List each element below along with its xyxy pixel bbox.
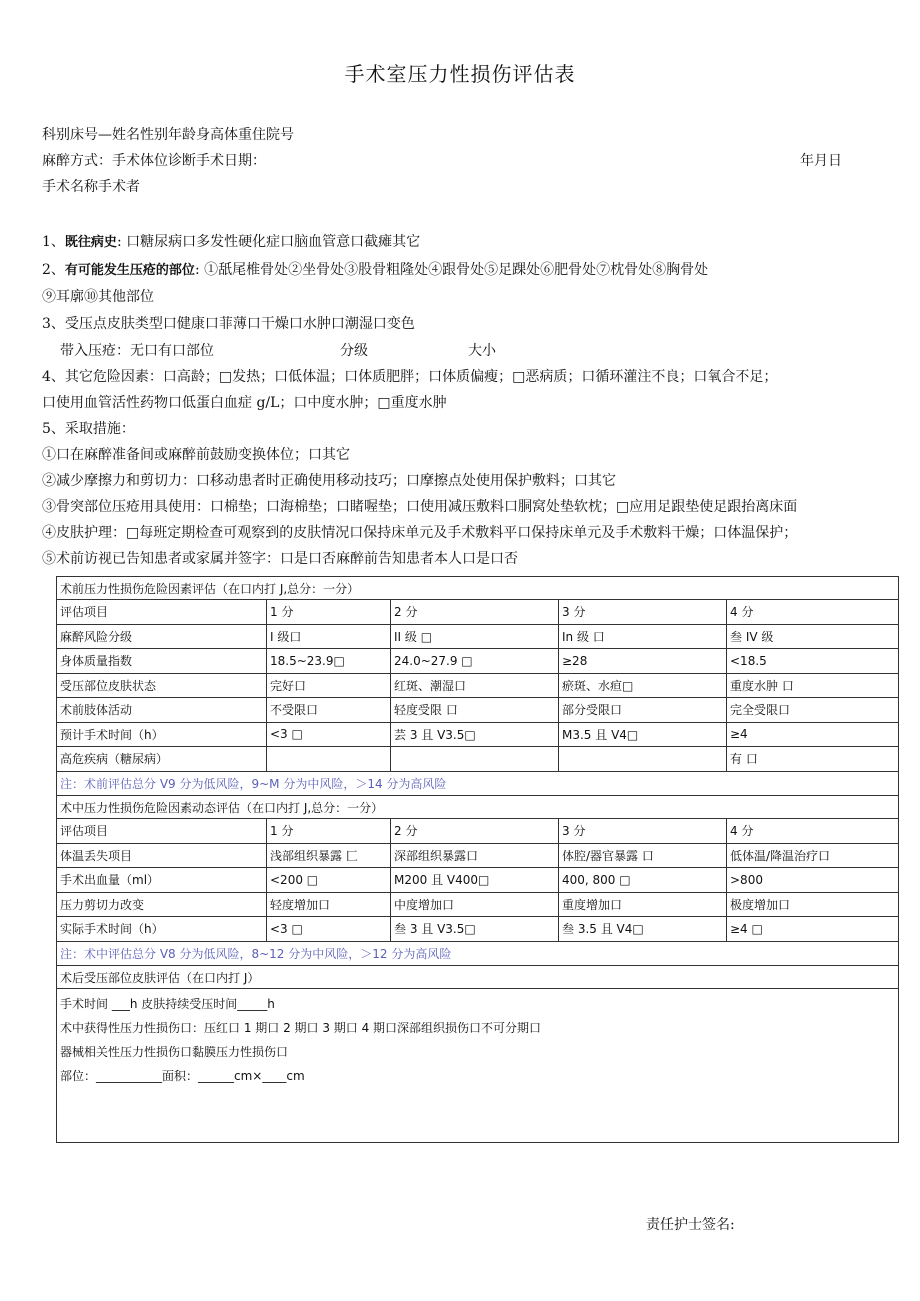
- page-title: 手术室压力性损伤评估表: [344, 62, 576, 86]
- table-cell: 麻醉风险分级: [57, 624, 267, 649]
- nurse-signature-label: 责任护士签名:: [646, 1217, 735, 1233]
- table-cell[interactable]: 瘀斑、水疸□: [559, 673, 727, 698]
- table-cell: 受压部位皮肤状态: [57, 673, 267, 698]
- table-cell[interactable]: 不受限口: [267, 698, 391, 723]
- table-row: [57, 917, 899, 942]
- column-header: 2 分: [391, 600, 559, 625]
- post-op-section: [57, 989, 899, 1143]
- item-other-risks: 4、其它危险因素：口高龄；□发热；口低体温；口体质肥胖；口体质偏瘦；□恶病质；口循环灌注不良；口氧合不足；: [42, 369, 778, 385]
- table-cell[interactable]: 重度增加口: [559, 892, 727, 917]
- table-cell[interactable]: II 级 □: [391, 624, 559, 649]
- table-cell[interactable]: 18.5~23.9□: [267, 649, 391, 674]
- table-cell[interactable]: 红斑、潮湿口: [391, 673, 559, 698]
- measure-1: ①口在麻醉准备间或麻醉前鼓励变换体位；口其它: [42, 447, 350, 463]
- table-row: [57, 649, 899, 674]
- table-cell[interactable]: I 级口: [267, 624, 391, 649]
- table-cell[interactable]: ≥28: [559, 649, 727, 674]
- table-cell: 压力剪切力改变: [57, 892, 267, 917]
- surgery-duration-line[interactable]: 手术时间 ___h 皮肤持续受压时间_____h: [60, 997, 275, 1011]
- table-cell[interactable]: 部分受限口: [559, 698, 727, 723]
- table-cell[interactable]: 浅部组织暴露 匚: [267, 843, 391, 868]
- table-cell[interactable]: ≥4: [727, 722, 899, 747]
- item-grade: 分级: [340, 343, 368, 359]
- table-cell: 实际手术时间（h）: [57, 917, 267, 942]
- table-cell[interactable]: [559, 747, 727, 772]
- measure-2: ②减少摩擦力和剪切力：口移动患者时正确使用移动技巧；口摩擦点处使用保护敷料；口其它: [42, 473, 616, 489]
- item-measures: 5、采取措施：: [42, 421, 135, 437]
- table-row: [57, 843, 899, 868]
- table-cell: 身体质量指数: [57, 649, 267, 674]
- measure-3: ③骨突部位压疮用具使用：口棉垫；口海棉垫；口睹喔垫；口使用减压敷料口胴窝处垫软枕；□应用足跟垫使足跟抬离床面: [42, 499, 798, 515]
- acquired-injury-line[interactable]: 术中获得性压力性损伤口：压红口 1 期口 2 期口 3 期口 4 期口深部组织损伤口不可分期口: [60, 1021, 542, 1035]
- column-header: 3 分: [559, 819, 727, 844]
- table-cell[interactable]: 24.0~27.9 □: [391, 649, 559, 674]
- table-row: [57, 624, 899, 649]
- post-op-header: 术后受压部位皮肤评估（在口内打 J）: [57, 966, 899, 989]
- table-cell[interactable]: 芸 3 且 V3.5□: [391, 722, 559, 747]
- column-header: 3 分: [559, 600, 727, 625]
- table-cell[interactable]: <200 □: [267, 868, 391, 893]
- table-cell[interactable]: M200 且 V400□: [391, 868, 559, 893]
- measure-4: ④皮肤护理：□每班定期检查可观察到的皮肤情况口保持床单元及手术敷料平口保持床单元及手术敷料干燥；口体温保护；: [42, 525, 798, 541]
- table-row: [57, 600, 899, 625]
- table-cell[interactable]: [391, 747, 559, 772]
- item-history: 1、既往病史: 口糖尿病口多发性硬化症口脑血管意口截瘫其它: [42, 234, 421, 250]
- table-cell[interactable]: 完好口: [267, 673, 391, 698]
- table-cell[interactable]: 低体温/降温治疗口: [727, 843, 899, 868]
- column-header: 2 分: [391, 819, 559, 844]
- table-cell[interactable]: >800: [727, 868, 899, 893]
- column-header: 评估项目: [57, 819, 267, 844]
- patient-info-line: 科别床号—姓名性别年龄身高体重住院号: [42, 127, 294, 143]
- item-existing-ulcer: 带入压疮：无口有口部位: [60, 343, 214, 359]
- table-row: [57, 747, 899, 772]
- table-cell[interactable]: <18.5: [727, 649, 899, 674]
- item-risk-sites-cont: ⑨耳廓⑩其他部位: [42, 289, 154, 305]
- table-cell[interactable]: 400, 800 □: [559, 868, 727, 893]
- site-area-line[interactable]: 部位：___________面积：______cm×____cm: [60, 1069, 305, 1083]
- measure-5: ⑤术前访视已告知患者或家属并签字：口是口否麻醉前告知患者本人口是口否: [42, 551, 518, 567]
- intra-op-header: 术中压力性损伤危险因素动态评估（在口内打 J,总分：一分）: [57, 796, 899, 819]
- table-cell[interactable]: M3.5 且 V4□: [559, 722, 727, 747]
- table-cell: 高危疾病（糖尿病）: [57, 747, 267, 772]
- table-cell[interactable]: 轻度增加口: [267, 892, 391, 917]
- table-row: [57, 698, 899, 723]
- table-cell: 手术出血量（ml）: [57, 868, 267, 893]
- table-row: [57, 819, 899, 844]
- table-cell[interactable]: 叁 IV 级: [727, 624, 899, 649]
- column-header: 4 分: [727, 600, 899, 625]
- assessment-table: [56, 576, 899, 1143]
- date-label: 年月日: [800, 153, 842, 169]
- table-cell[interactable]: 叁 3.5 且 V4□: [559, 917, 727, 942]
- table-cell[interactable]: In 级 口: [559, 624, 727, 649]
- table-cell[interactable]: 完全受限口: [727, 698, 899, 723]
- table-cell: 预计手术时间（h）: [57, 722, 267, 747]
- pre-op-header: 术前压力性损伤危险因素评估（在口内打 J,总分：一分）: [57, 577, 899, 600]
- table-cell[interactable]: <3 □: [267, 917, 391, 942]
- table-cell[interactable]: 叁 3 且 V3.5□: [391, 917, 559, 942]
- column-header: 1 分: [267, 819, 391, 844]
- table-cell: 体温丢失项目: [57, 843, 267, 868]
- device-injury-line[interactable]: 器械相关性压力性损伤口黏膜压力性损伤口: [60, 1045, 289, 1059]
- table-cell[interactable]: <3 □: [267, 722, 391, 747]
- pre-op-note: 注：术前评估总分 V9 分为低风险，9~M 分为中风险，＞14 分为高风险: [57, 771, 899, 796]
- column-header: 4 分: [727, 819, 899, 844]
- table-cell[interactable]: 体腔/器官暴露 口: [559, 843, 727, 868]
- table-cell[interactable]: 中度增加口: [391, 892, 559, 917]
- table-row: [57, 868, 899, 893]
- table-cell[interactable]: 极度增加口: [727, 892, 899, 917]
- item-other-risks-cont: 口使用血管活性药物口低蛋白血症 g/L；口中度水肿；□重度水肿: [42, 395, 447, 411]
- surgery-name-line: 手术名称手术者: [42, 179, 140, 195]
- column-header: 1 分: [267, 600, 391, 625]
- column-header: 评估项目: [57, 600, 267, 625]
- table-row: [57, 673, 899, 698]
- item-risk-sites: 2、有可能发生压疮的部位: ①舐尾椎骨处②坐骨处③股骨粗隆处④跟骨处⑤足踝处⑥肥骨处⑦枕骨处⑧胸骨处: [42, 262, 709, 278]
- table-row: [57, 722, 899, 747]
- table-cell[interactable]: [267, 747, 391, 772]
- item-size: 大小: [468, 343, 496, 359]
- table-cell: 术前肢体活动: [57, 698, 267, 723]
- table-cell[interactable]: 深部组织暴露口: [391, 843, 559, 868]
- table-cell[interactable]: 重度水肿 口: [727, 673, 899, 698]
- table-cell[interactable]: ≥4 □: [727, 917, 899, 942]
- table-cell[interactable]: 轻度受限 口: [391, 698, 559, 723]
- table-row: [57, 892, 899, 917]
- item-skin-type: 3、受压点皮肤类型口健康口菲薄口干燥口水肿口潮湿口变色: [42, 316, 415, 332]
- table-cell[interactable]: 有 口: [727, 747, 899, 772]
- anesthesia-line: 麻醉方式：手术体位诊断手术日期：: [42, 153, 266, 169]
- intra-op-note: 注：术中评估总分 V8 分为低风险，8~12 分为中风险，＞12 分为高风险: [57, 941, 899, 966]
